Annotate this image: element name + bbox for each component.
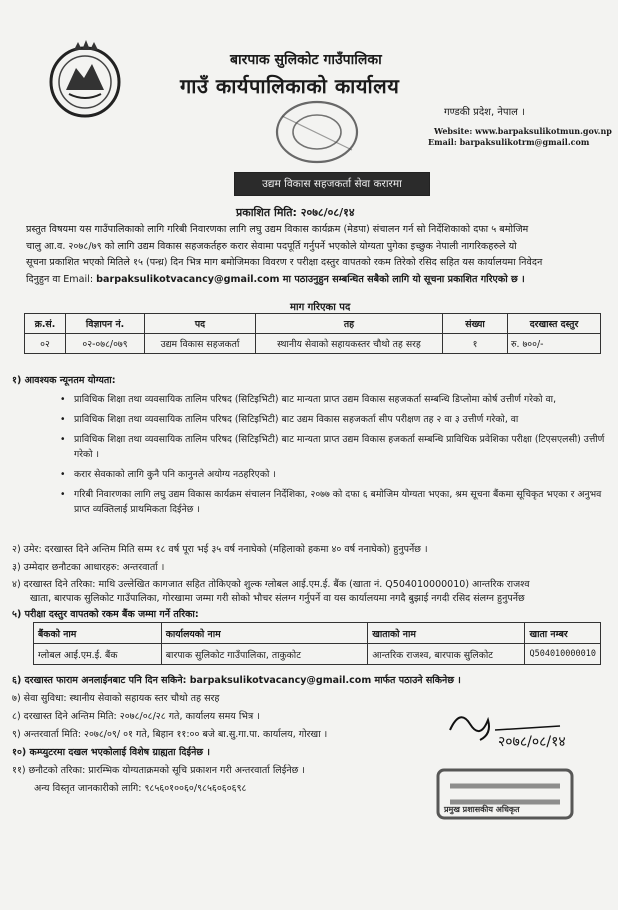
requirements-heading [12, 373, 608, 388]
nepal-emblem-logo [44, 38, 126, 120]
apply-item-line-2: खाता, बारपाक सुलिकोट गाउँपालिका, गोरखामा जम्मा गरी सोको भौचर संलग्न गर्नुपर्ने वा यस कार्यालयमा नगदै बुझाई नगदी रसिद संलग्न हुनुपर्नेछ [30, 593, 525, 604]
cell-post: उद्यम विकास सहजकर्ता [145, 334, 256, 354]
col-level: तह [256, 314, 443, 334]
cell-level: स्थानीय सेवाको सहायकस्तर चौथो तह सरह [256, 334, 443, 354]
col-ad-no: विज्ञापन नं. [66, 314, 145, 334]
posts-table [24, 313, 601, 354]
cell-fee: रु. ७००/- [508, 334, 601, 354]
col-count: संख्या [443, 314, 508, 334]
col-sn: क्र.सं. [25, 314, 66, 334]
online-item: ६) दरखास्त फाराम अनलाईनबाट पनि दिन सकिने: barpaksulikotvacancy@gmail.com मार्फत पठाउने सकिनेछ । [12, 675, 461, 686]
email-text: Email: barpaksulikotrm@gmail.com [428, 137, 590, 147]
posts-heading: माग गरिएका पद [290, 302, 351, 313]
cell-sn: ०२ [25, 334, 66, 354]
signatory-designation: प्रमुख प्रशासकीय अधिकृत [444, 805, 520, 814]
col-account-name: खाताको नाम [368, 623, 525, 644]
table-row [25, 334, 601, 354]
interview-item: ९) अन्तरवार्ता मिति: २०७८/०९/ ०१ गते, बिहान ११:०० बजे बा.सु.गा.पा. कार्यालय, गोरखा । [12, 729, 328, 740]
list-item: • करार सेवकाको लागि कुनै पनि कानुनले अयोग्य नठहरिएको । [62, 467, 607, 482]
fee-heading: ५) परीक्षा दस्तुर वापतको रकम बैंक जम्मा गर्ने तरिका: [12, 609, 199, 620]
apply-item-line-1: ४) दरखास्त दिने तरिका: माथि उल्लेखित कागजात सहित तोकिएको शुल्क ग्लोबल आई.एम.ई. बैंक (खाता नं. Q504010000010) आन्तरिक राजश्व [12, 579, 530, 590]
list-item: • गरिबी निवारणका लागि लघु उद्यम विकास कार्यक्रम संचालन निर्देशिका, २०७७ को दफा ६ बमोजिम योग्यता भएका, श्रम सूचना बैंकमा सूचिकृत भएका र अनुभव प्राप्त व्यक्तिलाई प्राथमिकता दिईनेछ । [62, 487, 607, 517]
office-stamp-icon [262, 96, 372, 168]
notice-title: उद्यम विकास सहजकर्ता सेवा करारमा [234, 172, 430, 196]
requirements-heading-text: १) आवश्यक न्यूनतम योग्यता: [12, 375, 116, 386]
selection-item: ३) उम्मेदार छनौटका आधारहरु: अन्तरवार्ता । [12, 562, 165, 573]
deadline-item: ८) दरखास्त दिने अन्तिम मिति: २०७८/०८/२८ गते, कार्यालय समय भित्र । [12, 711, 260, 722]
requirements-list [62, 392, 607, 522]
col-post: पद [145, 314, 256, 334]
col-account-no: खाता नम्बर [525, 623, 601, 644]
municipality-name: बारपाक सुलिकोट गाउँपालिका [230, 52, 382, 68]
website-text: Website: www.barpaksulikotmun.gov.np [434, 126, 612, 136]
facility-item: ७) सेवा सुविधा: स्थानीय सेवाको सहायक स्तर चौथो तह सरह [12, 693, 220, 704]
official-stamp-icon [430, 760, 580, 830]
table-header-row [25, 314, 601, 334]
intro-line-4-end: मा पठाउनुहुन सम्बन्धित सबैको लागि यो सूचना प्रकाशित गरिएको छ । [279, 273, 525, 285]
intro-line-3: सूचना प्रकाशित भएको मितिले १५ (पन्ध्र) दिन भित्र माग बमोजिमका विवरण र परीक्षा दस्तुर वापतको रकम तिरेको रसिद सहित यस कार्यालयमा निवेदन [26, 257, 543, 268]
cell-bank: ग्लोबल आई.एम.ई. बैंक [34, 644, 162, 665]
signature-icon [440, 700, 570, 760]
published-date: प्रकाशित मिति: २०७८/०८/१४ [236, 206, 355, 219]
contact-item: अन्य विस्तृत जानकारीको लागि: ९८५६०१००६०/९८५६०६०६९८ [34, 783, 247, 794]
office-title: गाउँ कार्यपालिकाको कार्यालय [180, 74, 400, 98]
computer-item: १०) कम्प्युटरमा दखल भएकोलाई विशेष ग्राह्यता दिईनेछ । [12, 747, 210, 758]
col-bank: बैंकको नाम [34, 623, 162, 644]
intro-paragraph [26, 222, 606, 288]
col-office: कार्यालयको नाम [161, 623, 368, 644]
intro-line-4: दिनुहुन वा Email: [26, 273, 97, 285]
list-item: • प्राविधिक शिक्षा तथा व्यवसायिक तालिम परिषद (सिटिइभिटी) बाट मान्यता प्राप्त उद्यम विकास हजकर्ता सम्बन्धि प्राविधिक प्रवेशिका परीक्षा (टिएसएलसी) उत्तीर्ण गरेको । [62, 432, 607, 462]
cell-office: बारपाक सुलिकोट गाउँपालिका, ताकुकोट [161, 644, 368, 665]
table-row [34, 644, 601, 665]
list-item: • प्राविधिक शिक्षा तथा व्यवसायिक तालिम परिषद (सिटिइभिटी) बाट उद्यम विकास सहजकर्ता सीप परीक्षण तह २ वा ३ उत्तीर्ण गरेको, वा [62, 412, 607, 427]
bank-table [33, 622, 601, 665]
intro-line-2: चालु आ.व. २०७८/७९ को लागि उद्यम विकास सहजकर्तहरु करार सेवामा पदपूर्ति गर्नुपर्ने भएकोले योग्यता पुगेका इच्छुक नेपाली नागरिकहरुले यो [26, 240, 517, 252]
province-text: गण्डकी प्रदेश, नेपाल । [444, 107, 525, 118]
table-header-row [34, 623, 601, 644]
list-item: • प्राविधिक शिक्षा तथा व्यवसायिक तालिम परिषद (सिटिइभिटी) बाट मान्यता प्राप्त उद्यम विकास सहजकर्ता सम्बन्धि डिप्लोमा कोर्ष उत्तीर्ण गरेको वा, [62, 392, 607, 407]
cell-ad-no: ०२-०७८/०७९ [66, 334, 145, 354]
cell-account-name: आन्तरिक राजश्व, बारपाक सुलिकोट [368, 644, 525, 665]
vacancy-email-link[interactable]: barpaksulikotvacancy@gmail.com [96, 273, 280, 285]
age-item: २) उमेर: दरखास्त दिने अन्तिम मिति सम्म १८ वर्ष पूरा भई ३५ वर्ष ननाघेको (महिलाको हकमा ४० वर्ष ननाघेको) हुनुपर्नेछ । [12, 544, 428, 555]
col-fee: दरखास्त दस्तुर [508, 314, 601, 334]
method-item: ११) छनौटको तरिका: प्रारम्भिक योग्यताक्रमको सूचि प्रकाशन गरी अन्तरवार्ता लिईनेछ । [12, 765, 305, 776]
signature-date: २०७८/०८/१४ [498, 734, 566, 750]
cell-count: १ [443, 334, 508, 354]
intro-line-1: प्रस्तुत विषयमा यस गाउँपालिकाको लागि गरिबी निवारणका लागि लघु उद्यम विकास कार्यक्रम (मेडपा) संचालन गर्न सो निर्देशिकाको दफा ५ बमोजिम [26, 224, 529, 235]
cell-account-no: Q504010000010 [525, 644, 601, 665]
